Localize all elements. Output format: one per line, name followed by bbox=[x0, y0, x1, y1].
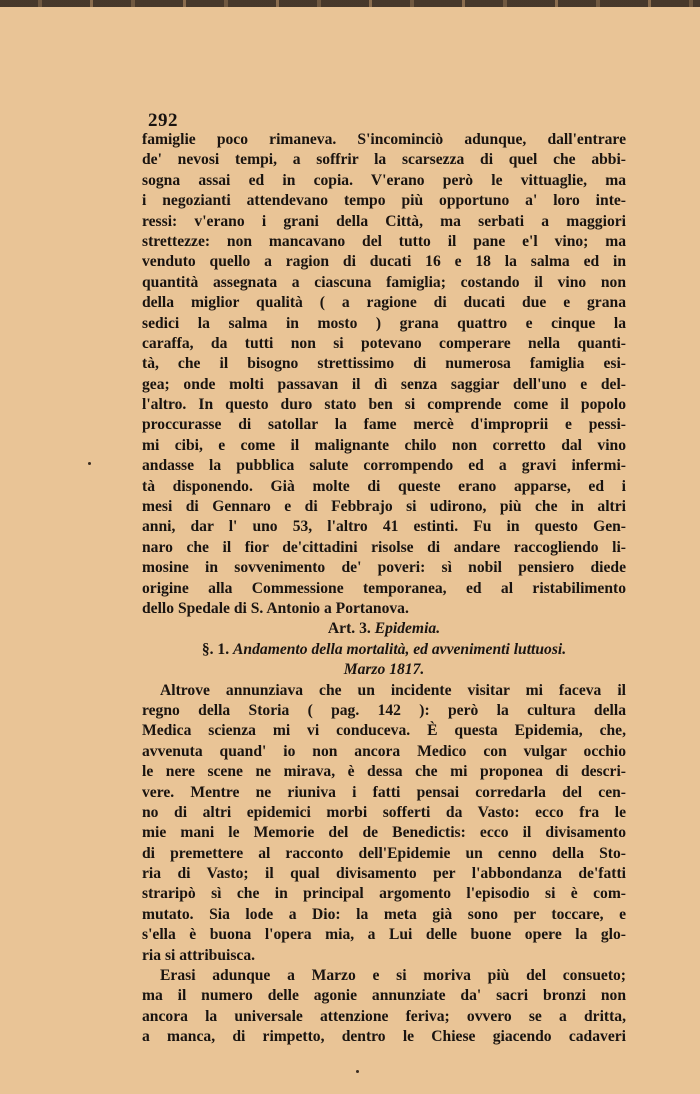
text-line: ma il numero delle agonie annunziate da' sacri bronzi non bbox=[142, 987, 626, 1005]
ink-speck bbox=[356, 1070, 359, 1073]
text-line: andasse la pubblica salute corrompendo ed a gravi infermi- bbox=[142, 457, 626, 475]
text-line: della miglior qualità ( a ragione di ducati due e grana bbox=[142, 294, 626, 312]
text-line: venduto quello a ragion di ducati 16 e 18 la salma ed in bbox=[142, 253, 626, 271]
page-top-edge bbox=[0, 0, 700, 7]
text-line: mutato. Sia lode a Dio: la meta già sono per toccare, e bbox=[142, 905, 626, 923]
text-line: mie mani le Memorie del de Benedictis: ecco il divisamento bbox=[142, 824, 626, 842]
paragraph-3 bbox=[142, 966, 626, 1048]
text-line: tà disponendo. Già molte di queste erano apparse, ed i bbox=[142, 477, 626, 495]
text-line: Medica scienza mi vi conduceva. È questa Epidemia, che, bbox=[142, 722, 626, 740]
text-line: strettezze: non mancavano del tutto il pane e'l vino; ma bbox=[142, 232, 626, 250]
text-line: sedici la salma in mosto ) grana quattro e cinque la bbox=[142, 314, 626, 332]
text-line: straripò sì che in principal argomento l'episodio si è com- bbox=[142, 885, 626, 903]
text-line: vere. Mentre ne riuniva i fatti pensai corredarla del cen- bbox=[142, 783, 626, 801]
text-line: proccurasse di satollar la fame mercè d'improprii e pessi- bbox=[142, 416, 626, 434]
text-line: i negozianti attendevano tempo più opportuno a' loro inte- bbox=[142, 192, 626, 210]
article-heading bbox=[142, 619, 626, 639]
text-line: famiglie poco rimaneva. S'incominciò adunque, dall'entrare bbox=[142, 131, 626, 148]
article-title: Epidemia. bbox=[374, 620, 441, 638]
text-line: caraffa, da tutti non si potevano comperare nella quanti- bbox=[142, 334, 626, 352]
text-line: Altrove annunziava che un incidente visitar mi faceva il bbox=[160, 681, 626, 699]
text-line: dello Spedale di S. Antonio a Portanova. bbox=[142, 599, 409, 617]
text-line: mi cibi, e come il malignante chilo non corretto dal vino bbox=[142, 436, 626, 454]
text-line: Erasi adunque a Marzo e si moriva più del consueto; bbox=[160, 967, 626, 985]
text-line: anni, dar l' uno 53, l'altro 41 estinti. Fu in questo Gen- bbox=[142, 518, 626, 536]
text-line: naro che il fior de'cittadini risolse di andare raccogliendo li- bbox=[142, 538, 626, 556]
section-number: §. 1. bbox=[201, 640, 230, 658]
text-line: ancora la universale attenzione feriva; ovvero se a dritta, bbox=[142, 1007, 626, 1025]
month-heading: Marzo 1817. bbox=[343, 661, 425, 679]
text-line: ria di Vasto; il qual divisamento per l'abbondanza de'fatti bbox=[142, 865, 626, 883]
text-line: sogna assai ed in copia. V'erano però le vittuaglie, ma bbox=[142, 171, 626, 189]
text-line: avvenuta quand' io non ancora Medico con vulgar occhio bbox=[142, 742, 626, 760]
page-text bbox=[142, 130, 626, 1048]
text-line: mosine in sovvenimento de' poveri: sì nobil pensiero diede bbox=[142, 559, 626, 577]
page-number: 292 bbox=[148, 110, 178, 131]
text-line: gea; onde molti passavan il dì senza saggiar dell'uno e del- bbox=[142, 375, 626, 393]
ink-speck bbox=[88, 462, 91, 465]
text-line: l'altro. In questo duro stato ben si comprende come il popolo bbox=[142, 396, 626, 414]
section-title: Andamento della mortalità, ed avvenimenti luttuosi. bbox=[233, 640, 567, 658]
text-line: a manca, di rimpetto, dentro le Chiese giacendo cadaveri bbox=[142, 1028, 626, 1046]
article-number: Art. 3. bbox=[327, 620, 371, 638]
text-line: ria si attribuisca. bbox=[142, 946, 256, 964]
text-line: origine alla Commessione temporanea, ed al ristabilimento bbox=[142, 579, 626, 597]
text-line: tà, che il bisogno strettissimo di numerosa famiglia esi- bbox=[142, 355, 626, 373]
text-line: le nere scene ne mirava, è dessa che mi proponea di descri- bbox=[142, 763, 626, 781]
text-line: mesi di Gennaro e di Febbrajo si udirono, più che in altri bbox=[142, 498, 626, 516]
paragraph-2 bbox=[142, 681, 626, 966]
text-line: di premettere al racconto dell'Epidemie un cenno della Sto- bbox=[142, 844, 626, 862]
paragraph-1 bbox=[142, 130, 626, 619]
text-line: quantità assegnata a ciascuna famiglia; costando il vino non bbox=[142, 273, 626, 291]
text-line: ressi: v'erano i grani della Città, ma serbati a maggiori bbox=[142, 212, 626, 230]
section-heading bbox=[142, 640, 626, 660]
text-line: de' nevosi tempi, a soffrir la scarsezza di quel che abbi- bbox=[142, 151, 626, 169]
text-line: s'ella è buona l'opera mia, a Lui delle buone opere la glo- bbox=[142, 926, 626, 944]
text-line: no di altri epidemici morbi sofferti da Vasto: ecco fra le bbox=[142, 803, 626, 821]
text-line: regno della Storia ( pag. 142 ): però la cultura della bbox=[142, 701, 626, 719]
